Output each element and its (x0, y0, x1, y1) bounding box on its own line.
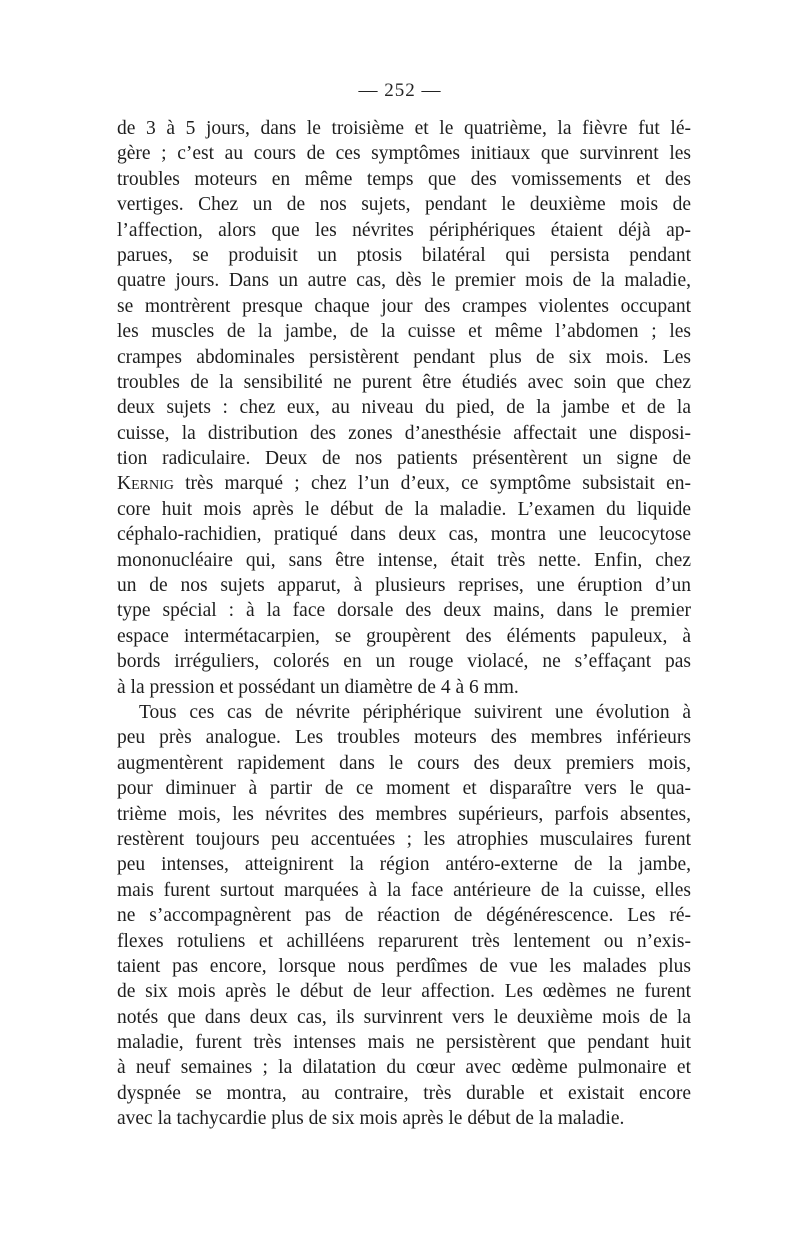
page-number: — 252 — (358, 80, 442, 101)
author-name-small-caps: Kernig (117, 473, 174, 495)
text-line: quatre jours. Dans un autre cas, dès le premier mois de la maladie, (117, 270, 691, 292)
paragraph-2 (117, 700, 691, 1132)
text-line: gère ; c’est au cours de ces symptômes initiaux que survinrent les (117, 143, 691, 165)
text-line: les muscles de la jambe, de la cuisse et même l’abdomen ; les (117, 321, 691, 343)
text-line: core huit mois après le début de la maladie. L’examen du liquide (117, 498, 691, 520)
text-line: se montrèrent presque chaque jour des crampes violentes occupant (117, 295, 691, 317)
text-line: mononucléaire qui, sans être intense, était très nette. Enfin, chez (117, 549, 691, 571)
text-line: de 3 à 5 jours, dans le troisième et le quatrième, la fièvre fut lé- (117, 118, 691, 139)
text-line: de six mois après le début de leur affection. Les œdèmes ne furent (117, 981, 691, 1003)
text-line: bords irréguliers, colorés en un rouge violacé, ne s’effaçant pas (117, 651, 691, 673)
text-line: à neuf semaines ; la dilatation du cœur avec œdème pulmonaire et (117, 1057, 691, 1079)
text-line: crampes abdominales persistèrent pendant plus de six mois. Les (117, 346, 691, 368)
text-line: avec la tachycardie plus de six mois après le début de la maladie. (117, 1108, 625, 1130)
text-line: peu intenses, atteignirent la région antéro-externe de la jambe, (117, 854, 691, 876)
text-line: maladie, furent très intenses mais ne persistèrent que pendant huit (117, 1032, 691, 1054)
body-text (117, 116, 691, 1132)
text-line: Tous ces cas de névrite périphérique suivirent une évolution à (139, 701, 691, 723)
text-line: tion radiculaire. Deux de nos patients présentèrent un signe de (117, 448, 691, 470)
text-line: peu près analogue. Les troubles moteurs des membres inférieurs (117, 727, 691, 749)
text-line: un de nos sujets apparut, à plusieurs reprises, une éruption d’un (117, 575, 691, 597)
text-line: ne s’accompagnèrent pas de réaction de dégénérescence. Les ré- (117, 905, 691, 927)
text-line: flexes rotuliens et achilléens reparurent très lentement ou n’exis- (117, 930, 691, 952)
text-line: type spécial : à la face dorsale des deux mains, dans le premier (117, 600, 691, 622)
text-line: parues, se produisit un ptosis bilatéral qui persista pendant (117, 244, 691, 266)
text-line: troubles de la sensibilité ne purent être étudiés avec soin que chez (117, 371, 691, 393)
text-line: restèrent toujours peu accentuées ; les atrophies musculaires furent (117, 828, 691, 850)
text-line: cuisse, la distribution des zones d’anesthésie affectait une disposi- (117, 422, 691, 444)
text-line: céphalo-rachidien, pratiqué dans deux cas, montra une leucocytose (117, 524, 691, 546)
text-line: Kernig très marqué ; chez l’un d’eux, ce symptôme subsistait en- (117, 473, 691, 495)
text-line: notés que dans deux cas, ils survinrent vers le deuxième mois de la (117, 1006, 691, 1028)
text-line: deux sujets : chez eux, au niveau du pied, de la jambe et de la (117, 397, 691, 419)
text-line: pour diminuer à partir de ce moment et disparaître vers le qua- (117, 778, 691, 800)
text-line: l’affection, alors que les névrites périphériques étaient déjà ap- (117, 219, 691, 241)
text-line: dyspnée se montra, au contraire, très durable et existait encore (117, 1082, 691, 1104)
text-line: trième mois, les névrites des membres supérieurs, parfois absentes, (117, 803, 691, 825)
text-line: augmentèrent rapidement dans le cours des deux premiers mois, (117, 752, 691, 774)
paragraph-1 (117, 116, 691, 700)
text-line: troubles moteurs en même temps que des vomissements et des (117, 168, 691, 190)
text-line: taient pas encore, lorsque nous perdîmes de vue les malades plus (117, 955, 691, 977)
text-line: vertiges. Chez un de nos sujets, pendant le deuxième mois de (117, 194, 691, 216)
text-line: espace intermétacarpien, se groupèrent des éléments papuleux, à (117, 625, 691, 647)
text-line: à la pression et possédant un diamètre de 4 à 6 mm. (117, 676, 519, 698)
text-line: mais furent surtout marquées à la face antérieure de la cuisse, elles (117, 879, 691, 901)
